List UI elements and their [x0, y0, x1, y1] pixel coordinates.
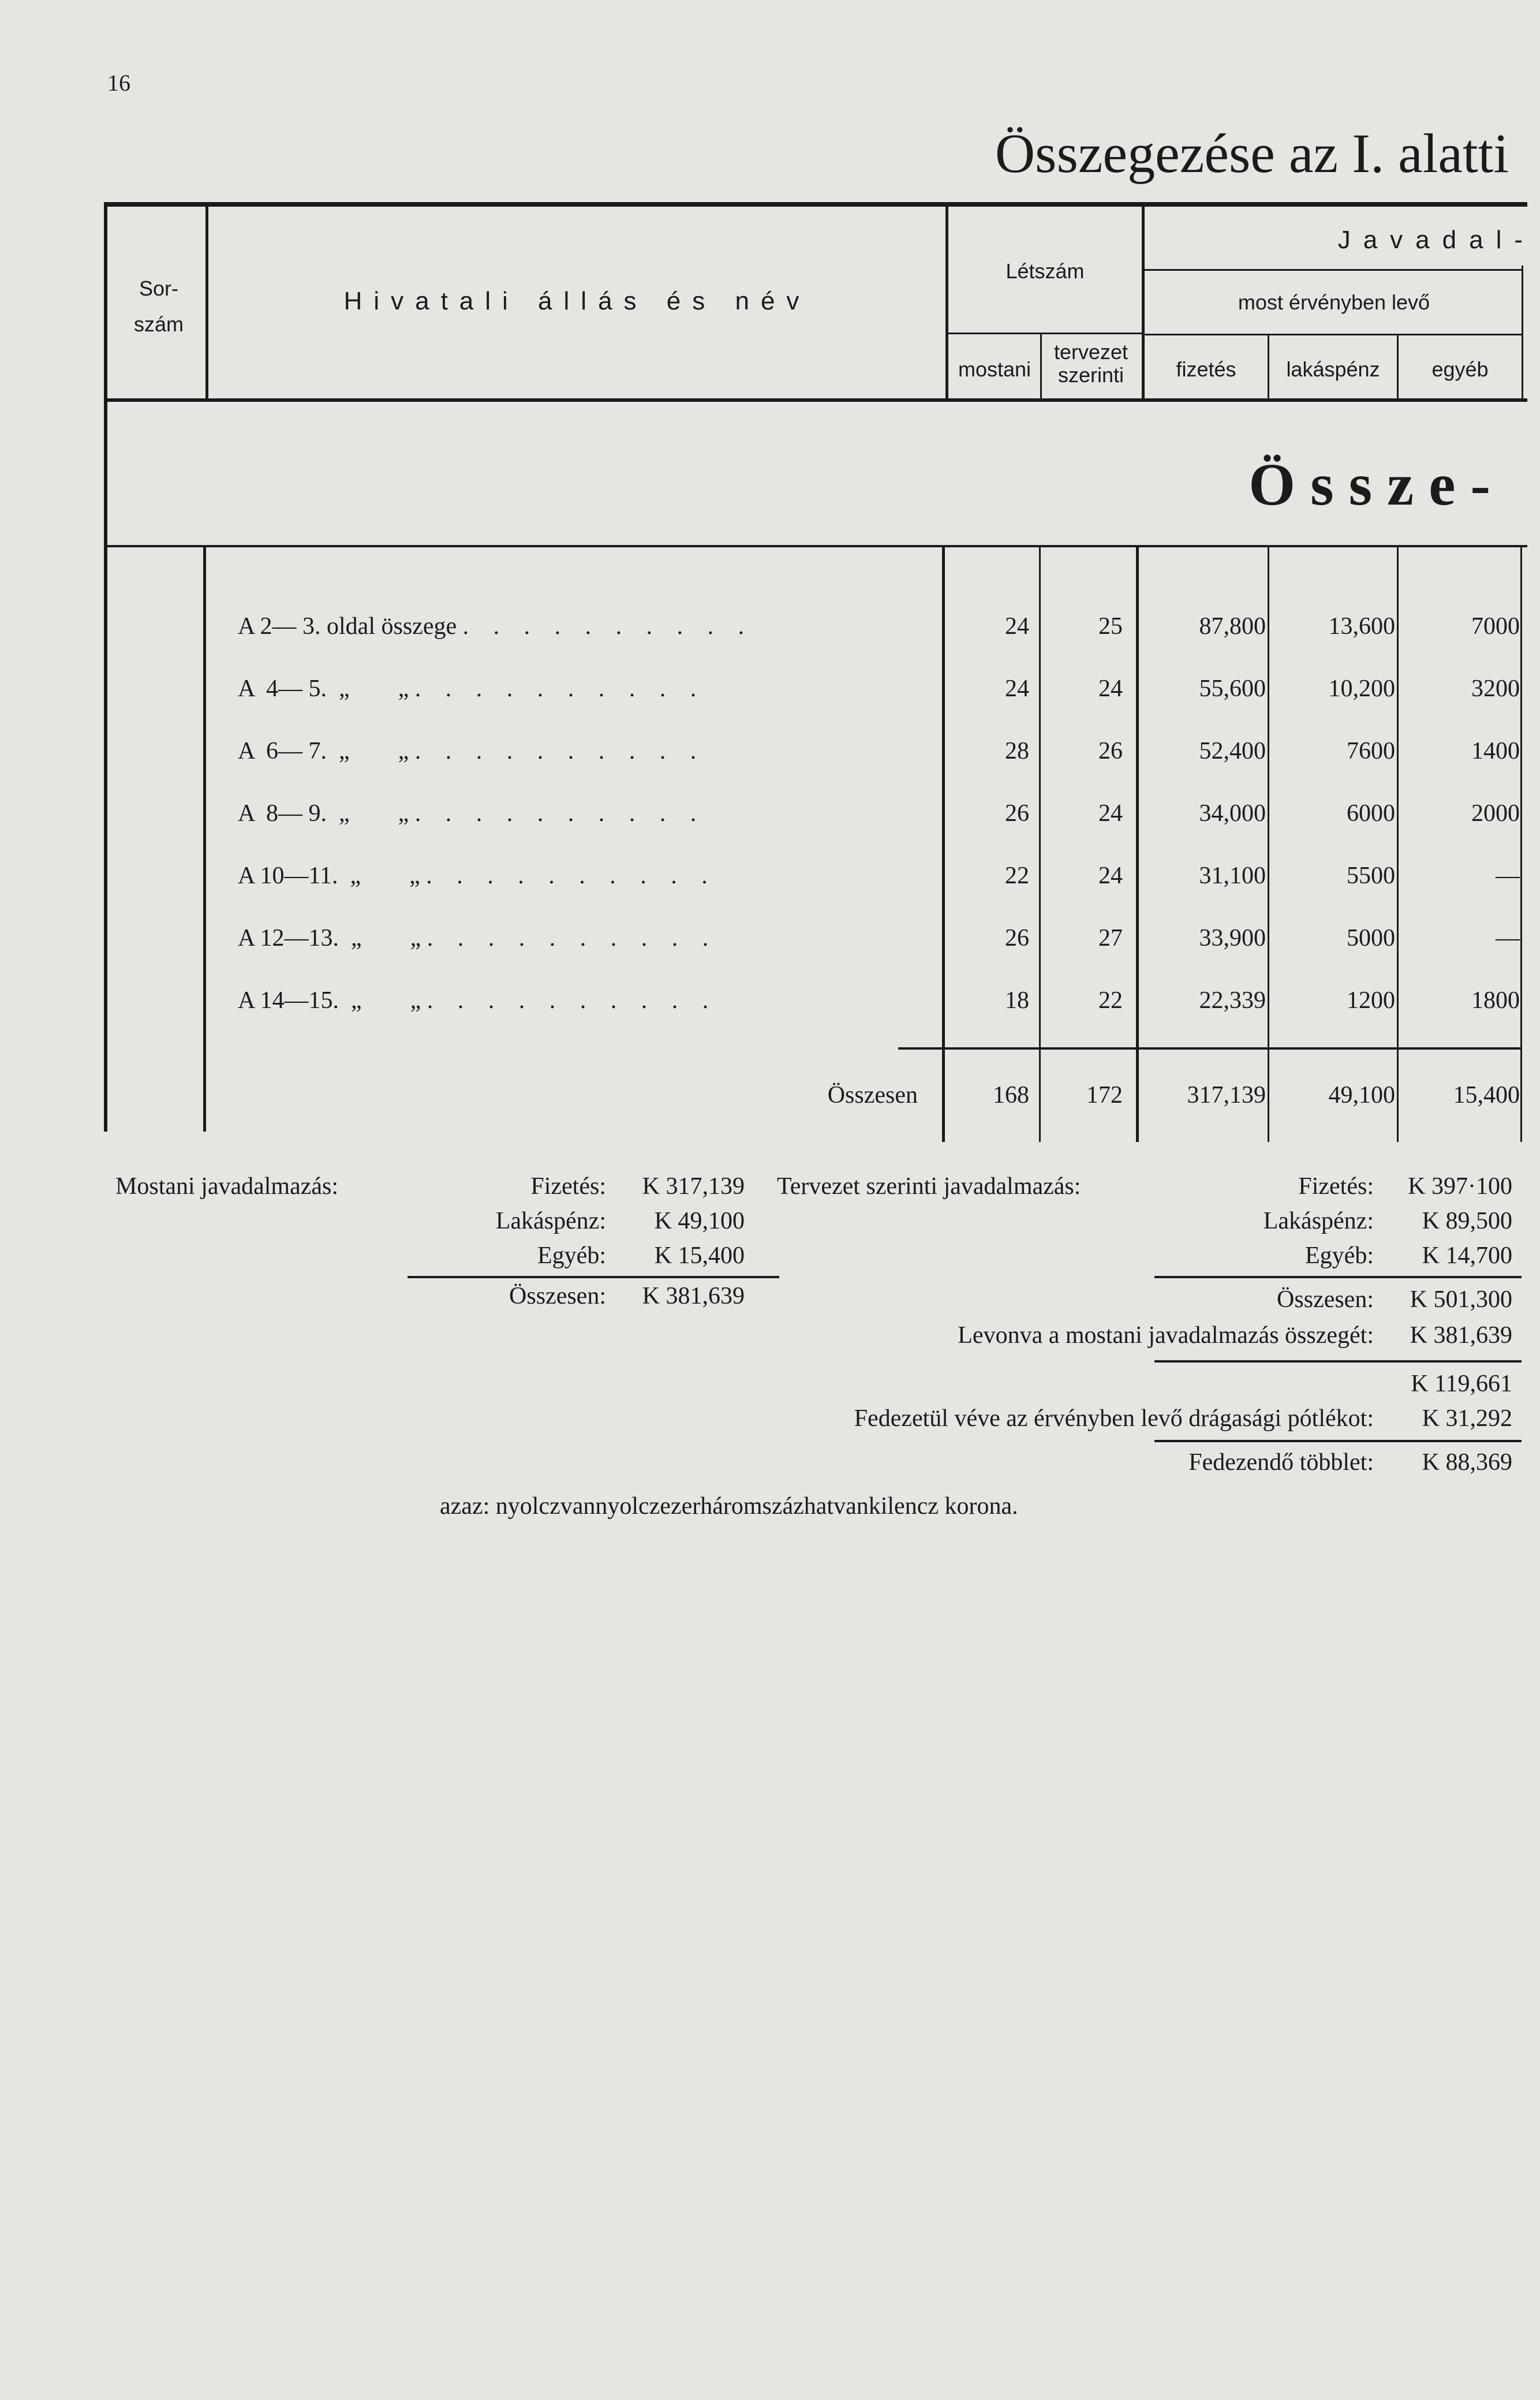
page-title: Összegezése az I. alatti	[995, 122, 1509, 184]
summary-left-rule	[408, 1276, 779, 1278]
cell-tervezet: 24	[1098, 675, 1123, 702]
summary-left-lakaspenz-value: K 49,100	[654, 1208, 745, 1234]
summary-left-heading: Mostani javadalmazás:	[115, 1173, 339, 1200]
cell-fizetes: 87,800	[1199, 613, 1266, 640]
row-label	[238, 737, 919, 766]
cell-mostani: 24	[1005, 675, 1029, 702]
summary-left-total-label: Összesen:	[509, 1283, 606, 1309]
cell-egyeb: 1400	[1471, 738, 1520, 764]
cell-egyeb: —	[1496, 925, 1520, 951]
row-leader-dots: . . . . . . . . . .	[427, 987, 718, 1014]
summary-right-total-label: Összesen:	[1277, 1286, 1374, 1313]
cell-fizetes: 52,400	[1199, 738, 1266, 764]
row-leader-dots: . . . . . . . . . .	[414, 800, 706, 827]
cell-lakaspenz: 7600	[1347, 738, 1395, 764]
summary-right-fedezetul-label: Fedezetül véve az érvényben levő drágasági pótlékot:	[854, 1405, 1374, 1432]
cell-mostani: 22	[1005, 863, 1029, 889]
letszam-sub-rule	[948, 333, 1142, 334]
summary-left-egyeb-value: K 15,400	[654, 1242, 745, 1269]
header-tervezet-line2: szerinti	[1057, 363, 1124, 387]
cell-fizetes: 33,900	[1199, 925, 1266, 951]
summary-right-egyeb-label: Egyéb:	[1305, 1242, 1374, 1269]
cell-tervezet: 24	[1098, 863, 1123, 889]
row-leader-dots: . . . . . . . . . .	[414, 675, 706, 702]
row-label-text: A 8— 9. „ „	[238, 800, 409, 827]
cell-egyeb: 7000	[1471, 613, 1520, 640]
summary-right-lakaspenz-label: Lakáspénz:	[1263, 1208, 1374, 1234]
row-label-text: A 6— 7. „ „	[238, 738, 409, 764]
cell-tervezet: 22	[1098, 987, 1123, 1014]
summary-right-lakaspenz-value: K 89,500	[1422, 1208, 1512, 1234]
header-javadalom: Javadal-	[1337, 226, 1535, 254]
total-lakaspenz: 49,100	[1328, 1082, 1395, 1108]
cell-tervezet: 25	[1098, 613, 1123, 640]
cell-tervezet: 27	[1098, 925, 1123, 951]
header-tervezet	[1042, 341, 1140, 387]
summary-left-fizetes-label: Fizetés:	[530, 1173, 606, 1200]
amount-in-words: azaz: nyolczvannyolczezerháromszázhatvankilencz korona.	[440, 1493, 1018, 1520]
total-fizetes: 317,139	[1187, 1082, 1266, 1108]
total-tervezet: 172	[1086, 1082, 1123, 1108]
cell-mostani: 26	[1005, 925, 1029, 951]
summary-left-total-value: K 381,639	[642, 1283, 745, 1309]
table-top-rule	[107, 202, 1527, 207]
cell-tervezet: 26	[1098, 738, 1123, 764]
section-title: Össze-	[1249, 451, 1505, 518]
header-letszam: Létszám	[1006, 259, 1085, 283]
header-lakaspenz: lakáspénz	[1286, 357, 1380, 381]
row-label	[238, 799, 919, 828]
total-egyeb: 15,400	[1453, 1082, 1520, 1108]
total-label: Összesen	[827, 1082, 918, 1108]
header-mostani: mostani	[958, 357, 1031, 381]
cell-egyeb: 2000	[1471, 800, 1520, 827]
row-label	[238, 986, 919, 1015]
total-rule	[898, 1047, 1522, 1050]
header-sorszam-line2: szám	[133, 312, 184, 336]
cell-lakaspenz: 5000	[1347, 925, 1395, 951]
row-label-text: A 14—15. „ „	[238, 987, 421, 1014]
col-divider-letszam-body	[1136, 547, 1139, 1142]
cell-mostani: 26	[1005, 800, 1029, 827]
cell-tervezet: 24	[1098, 800, 1123, 827]
row-leader-dots: . . . . . . . . . .	[414, 738, 706, 764]
summary-right-egyeb-value: K 14,700	[1422, 1242, 1512, 1269]
summary-right-levonva-value: K 381,639	[1410, 1322, 1512, 1349]
row-label-text: A 10—11. „ „	[238, 863, 420, 889]
javadalom-sub-rule-2	[1145, 334, 1523, 335]
header-hivatali: Hivatali állás és név	[343, 287, 811, 315]
cell-mostani: 18	[1005, 987, 1029, 1014]
cell-egyeb: 1800	[1471, 987, 1520, 1014]
summary-right-total-value: K 501,300	[1410, 1286, 1512, 1313]
cell-egyeb: —	[1496, 863, 1520, 889]
header-egyeb: egyéb	[1431, 357, 1489, 381]
row-leader-dots: . . . . . . . . . .	[427, 925, 718, 951]
header-sorszam	[115, 276, 202, 337]
summary-right-rule-1	[1154, 1276, 1522, 1278]
total-mostani: 168	[993, 1082, 1029, 1108]
row-label-text: A 12—13. „ „	[238, 925, 421, 951]
summary-left-egyeb-label: Egyéb:	[537, 1242, 606, 1269]
row-label-text: A 2— 3. oldal összege	[238, 613, 457, 640]
javadalom-sub-rule	[1145, 269, 1523, 271]
row-label-text: A 4— 5. „ „	[238, 675, 409, 702]
summary-right-rule-2	[1154, 1360, 1522, 1363]
col-divider-right-body	[1520, 547, 1522, 1142]
section-bottom-rule	[107, 545, 1527, 547]
summary-right-kulonbseg-value: K 119,661	[1411, 1371, 1512, 1397]
cell-mostani: 24	[1005, 613, 1029, 640]
header-fizetes: fizetés	[1176, 357, 1236, 381]
col-divider-sorszam	[205, 207, 208, 398]
row-label	[238, 612, 919, 641]
row-leader-dots: . . . . . . . . . .	[462, 613, 754, 640]
summary-right-fedezendo-value: K 88,369	[1422, 1449, 1512, 1476]
row-label	[238, 674, 919, 703]
summary-left-lakaspenz-label: Lakáspénz:	[495, 1208, 606, 1234]
summary-right-fizetes-label: Fizetés:	[1298, 1173, 1374, 1200]
summary-left-fizetes-value: K 317,139	[642, 1173, 745, 1200]
col-divider-right	[1522, 266, 1523, 398]
cell-lakaspenz: 6000	[1347, 800, 1395, 827]
table-left-border	[104, 202, 107, 1132]
summary-right-rule-3	[1154, 1440, 1522, 1442]
cell-fizetes: 31,100	[1199, 863, 1266, 889]
header-bottom-rule	[107, 398, 1527, 402]
summary-right-fedezetul-value: K 31,292	[1422, 1405, 1512, 1432]
summary-right-fizetes-value: K 397·100	[1408, 1173, 1512, 1200]
cell-mostani: 28	[1005, 738, 1029, 764]
row-label	[238, 861, 919, 890]
header-tervezet-line1: tervezet	[1053, 340, 1128, 364]
col-divider-sorszam-body	[203, 547, 206, 1132]
summary-right-levonva-label: Levonva a mostani javadalmazás összegét:	[958, 1322, 1374, 1349]
summary-right-heading: Tervezet szerinti javadalmazás:	[777, 1173, 1081, 1200]
cell-lakaspenz: 13,600	[1328, 613, 1395, 640]
cell-egyeb: 3200	[1471, 675, 1520, 702]
cell-lakaspenz: 10,200	[1328, 675, 1395, 702]
col-divider-mostani-body	[1039, 547, 1041, 1142]
header-most-ervenyben: most érvényben levő	[1238, 290, 1430, 314]
cell-fizetes: 34,000	[1199, 800, 1266, 827]
cell-fizetes: 22,339	[1199, 987, 1266, 1014]
row-leader-dots: . . . . . . . . . .	[426, 863, 717, 889]
cell-fizetes: 55,600	[1199, 675, 1266, 702]
cell-lakaspenz: 5500	[1347, 863, 1395, 889]
summary-right-fedezendo-label: Fedezendő többlet:	[1188, 1449, 1374, 1476]
col-divider-hivatali-body	[942, 547, 945, 1142]
cell-lakaspenz: 1200	[1347, 987, 1395, 1014]
page-number: 16	[107, 70, 130, 96]
row-label	[238, 924, 919, 953]
header-sorszam-line1: Sor-	[139, 277, 178, 300]
